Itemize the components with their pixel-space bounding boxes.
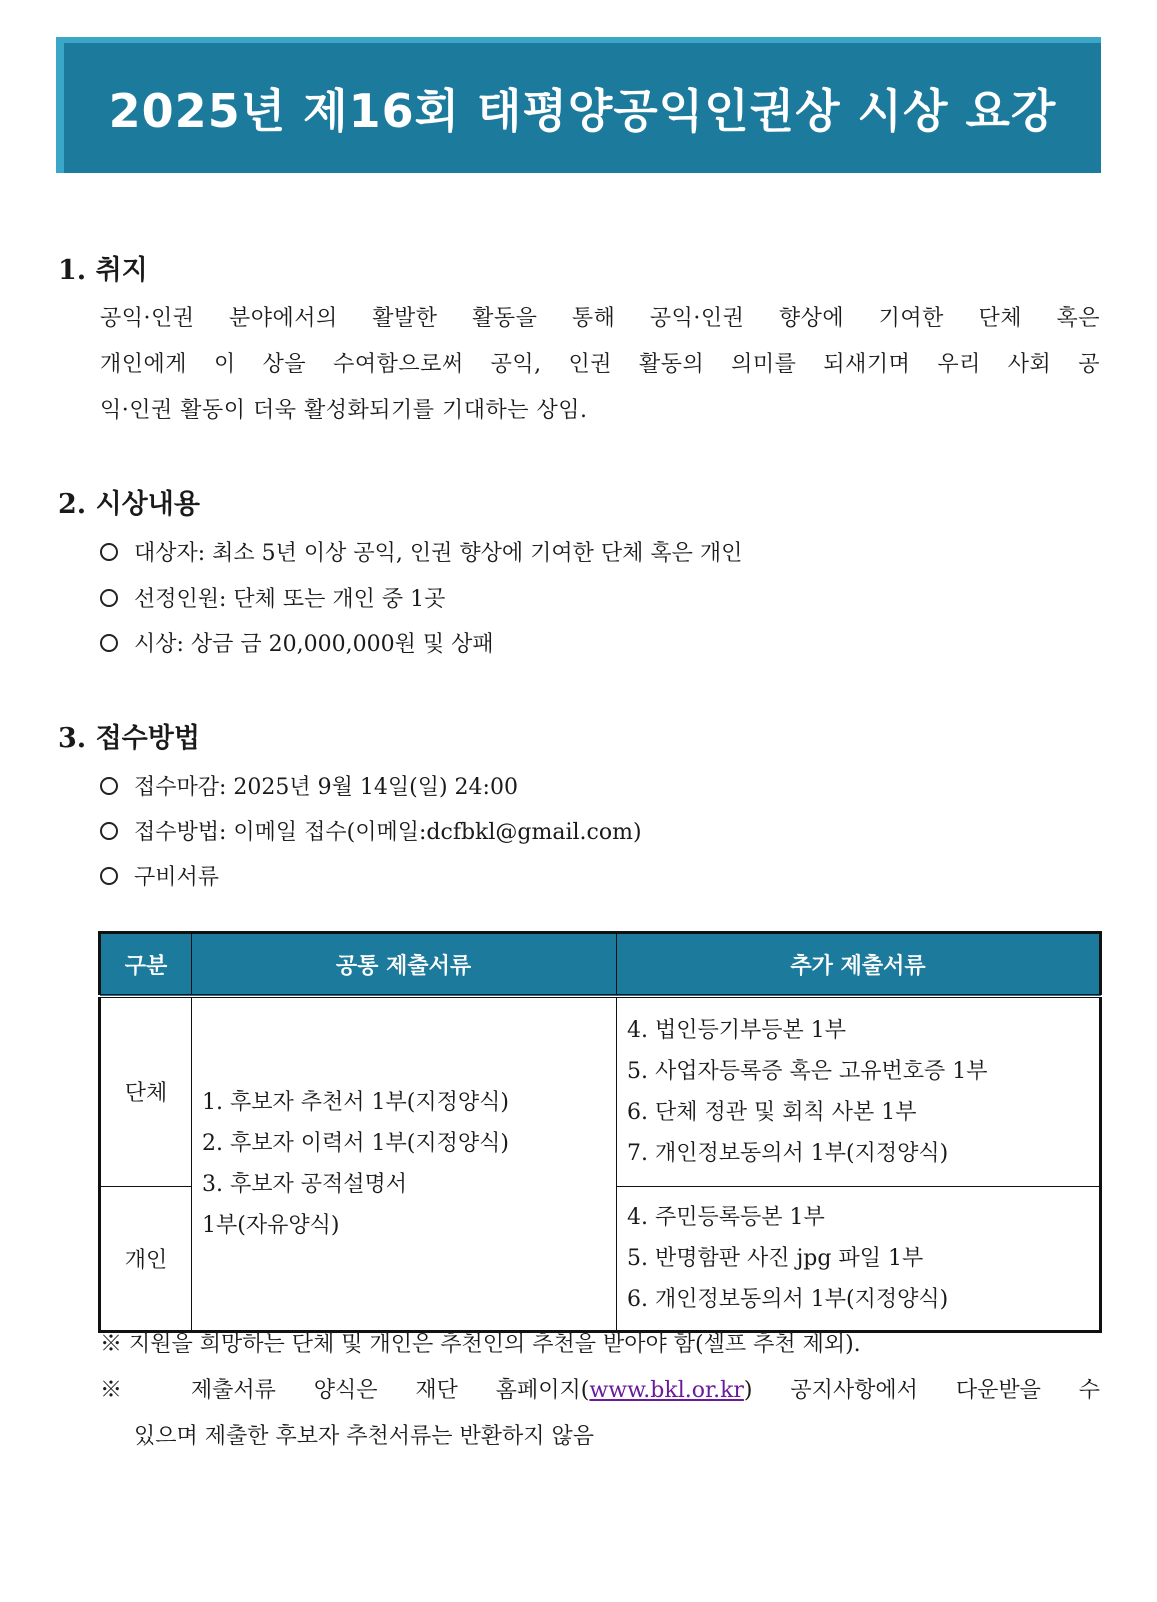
circle-bullet-icon <box>100 777 118 795</box>
section-1-heading: 1. 취지 <box>58 255 148 286</box>
paragraph-line: 공익·인권 분야에서의 활발한 활동을 통해 공익·인권 향상에 기여한 단체 혹은 <box>100 306 1100 331</box>
section-3-heading: 3. 접수방법 <box>58 723 200 754</box>
table-header-extra: 추가 제출서류 <box>617 933 1101 997</box>
document-item: 6. 개인정보동의서 1부(지정양식) <box>627 1286 949 1312</box>
extra-documents-org-cell <box>617 996 1101 1186</box>
section-2-heading: 2. 시상내용 <box>58 489 200 520</box>
paragraph-line: 익·인권 활동이 더욱 활성화되기를 기대하는 상임. <box>100 398 588 423</box>
document-item: 5. 반명함판 사진 jpg 파일 1부 <box>627 1245 924 1271</box>
circle-bullet-icon <box>100 634 118 652</box>
list-item-text: 접수마감: 2025년 9월 14일(일) 24:00 <box>134 775 518 800</box>
document-item: 6. 단체 정관 및 회칙 사본 1부 <box>627 1099 917 1125</box>
list-item <box>100 536 742 567</box>
list-item-text: 대상자: 최소 5년 이상 공익, 인권 향상에 기여한 단체 혹은 개인 <box>134 541 743 566</box>
document-item: 1부(자유양식) <box>202 1212 340 1238</box>
document-item: 3. 후보자 공적설명서 <box>202 1171 407 1197</box>
documents-table <box>98 931 1102 1333</box>
table-header-common: 공통 제출서류 <box>192 933 617 997</box>
list-item <box>100 860 219 891</box>
title-banner <box>56 37 1101 173</box>
table-row <box>100 996 1101 1186</box>
list-item <box>100 582 445 613</box>
list-item-text: 시상: 상금 금 20,000,000원 및 상패 <box>134 632 494 657</box>
list-item <box>100 815 642 846</box>
document-item: 7. 개인정보동의서 1부(지정양식) <box>627 1140 949 1166</box>
circle-bullet-icon <box>100 867 118 885</box>
note-text: ) 공지사항에서 다운받을 수 <box>743 1378 1100 1403</box>
note-forms <box>100 1368 1100 1414</box>
list-item-text: 선정인원: 단체 또는 개인 중 1곳 <box>134 587 446 612</box>
homepage-link[interactable]: www.bkl.or.kr <box>589 1378 744 1403</box>
note-self-recommendation: ※ 지원을 희망하는 단체 및 개인은 추천인의 추천을 받아야 함(셀프 추천 제외). <box>100 1332 861 1357</box>
list-item-text: 접수방법: 이메일 접수(이메일:dcfbkl@gmail.com) <box>134 820 642 845</box>
document-item: 4. 주민등록등본 1부 <box>627 1204 825 1230</box>
row-label-org: 단체 <box>100 996 192 1186</box>
list-item <box>100 770 518 801</box>
document-title: 2025년 제16회 태평양공익인권상 시상 요강 <box>108 84 1057 138</box>
circle-bullet-icon <box>100 543 118 561</box>
extra-documents-person-cell <box>617 1186 1101 1331</box>
note-text: ※ 제출서류 양식은 재단 홈페이지( <box>100 1378 590 1403</box>
list-item <box>100 627 494 658</box>
document-item: 2. 후보자 이력서 1부(지정양식) <box>202 1130 509 1156</box>
list-item-text: 구비서류 <box>134 865 220 890</box>
row-label-person: 개인 <box>100 1186 192 1331</box>
table-header-category: 구분 <box>100 933 192 997</box>
circle-bullet-icon <box>100 589 118 607</box>
note-forms-line2: 있으며 제출한 후보자 추천서류는 반환하지 않음 <box>134 1424 595 1449</box>
document-item: 4. 법인등기부등본 1부 <box>627 1017 846 1043</box>
paragraph-line: 개인에게 이 상을 수여함으로써 공익, 인권 활동의 의미를 되새기며 우리 사회 공 <box>100 352 1100 377</box>
circle-bullet-icon <box>100 822 118 840</box>
common-documents-cell <box>192 996 617 1331</box>
document-item: 1. 후보자 추천서 1부(지정양식) <box>202 1089 509 1115</box>
section-1-paragraph <box>100 296 1100 434</box>
document-item: 5. 사업자등록증 혹은 고유번호증 1부 <box>627 1058 988 1084</box>
